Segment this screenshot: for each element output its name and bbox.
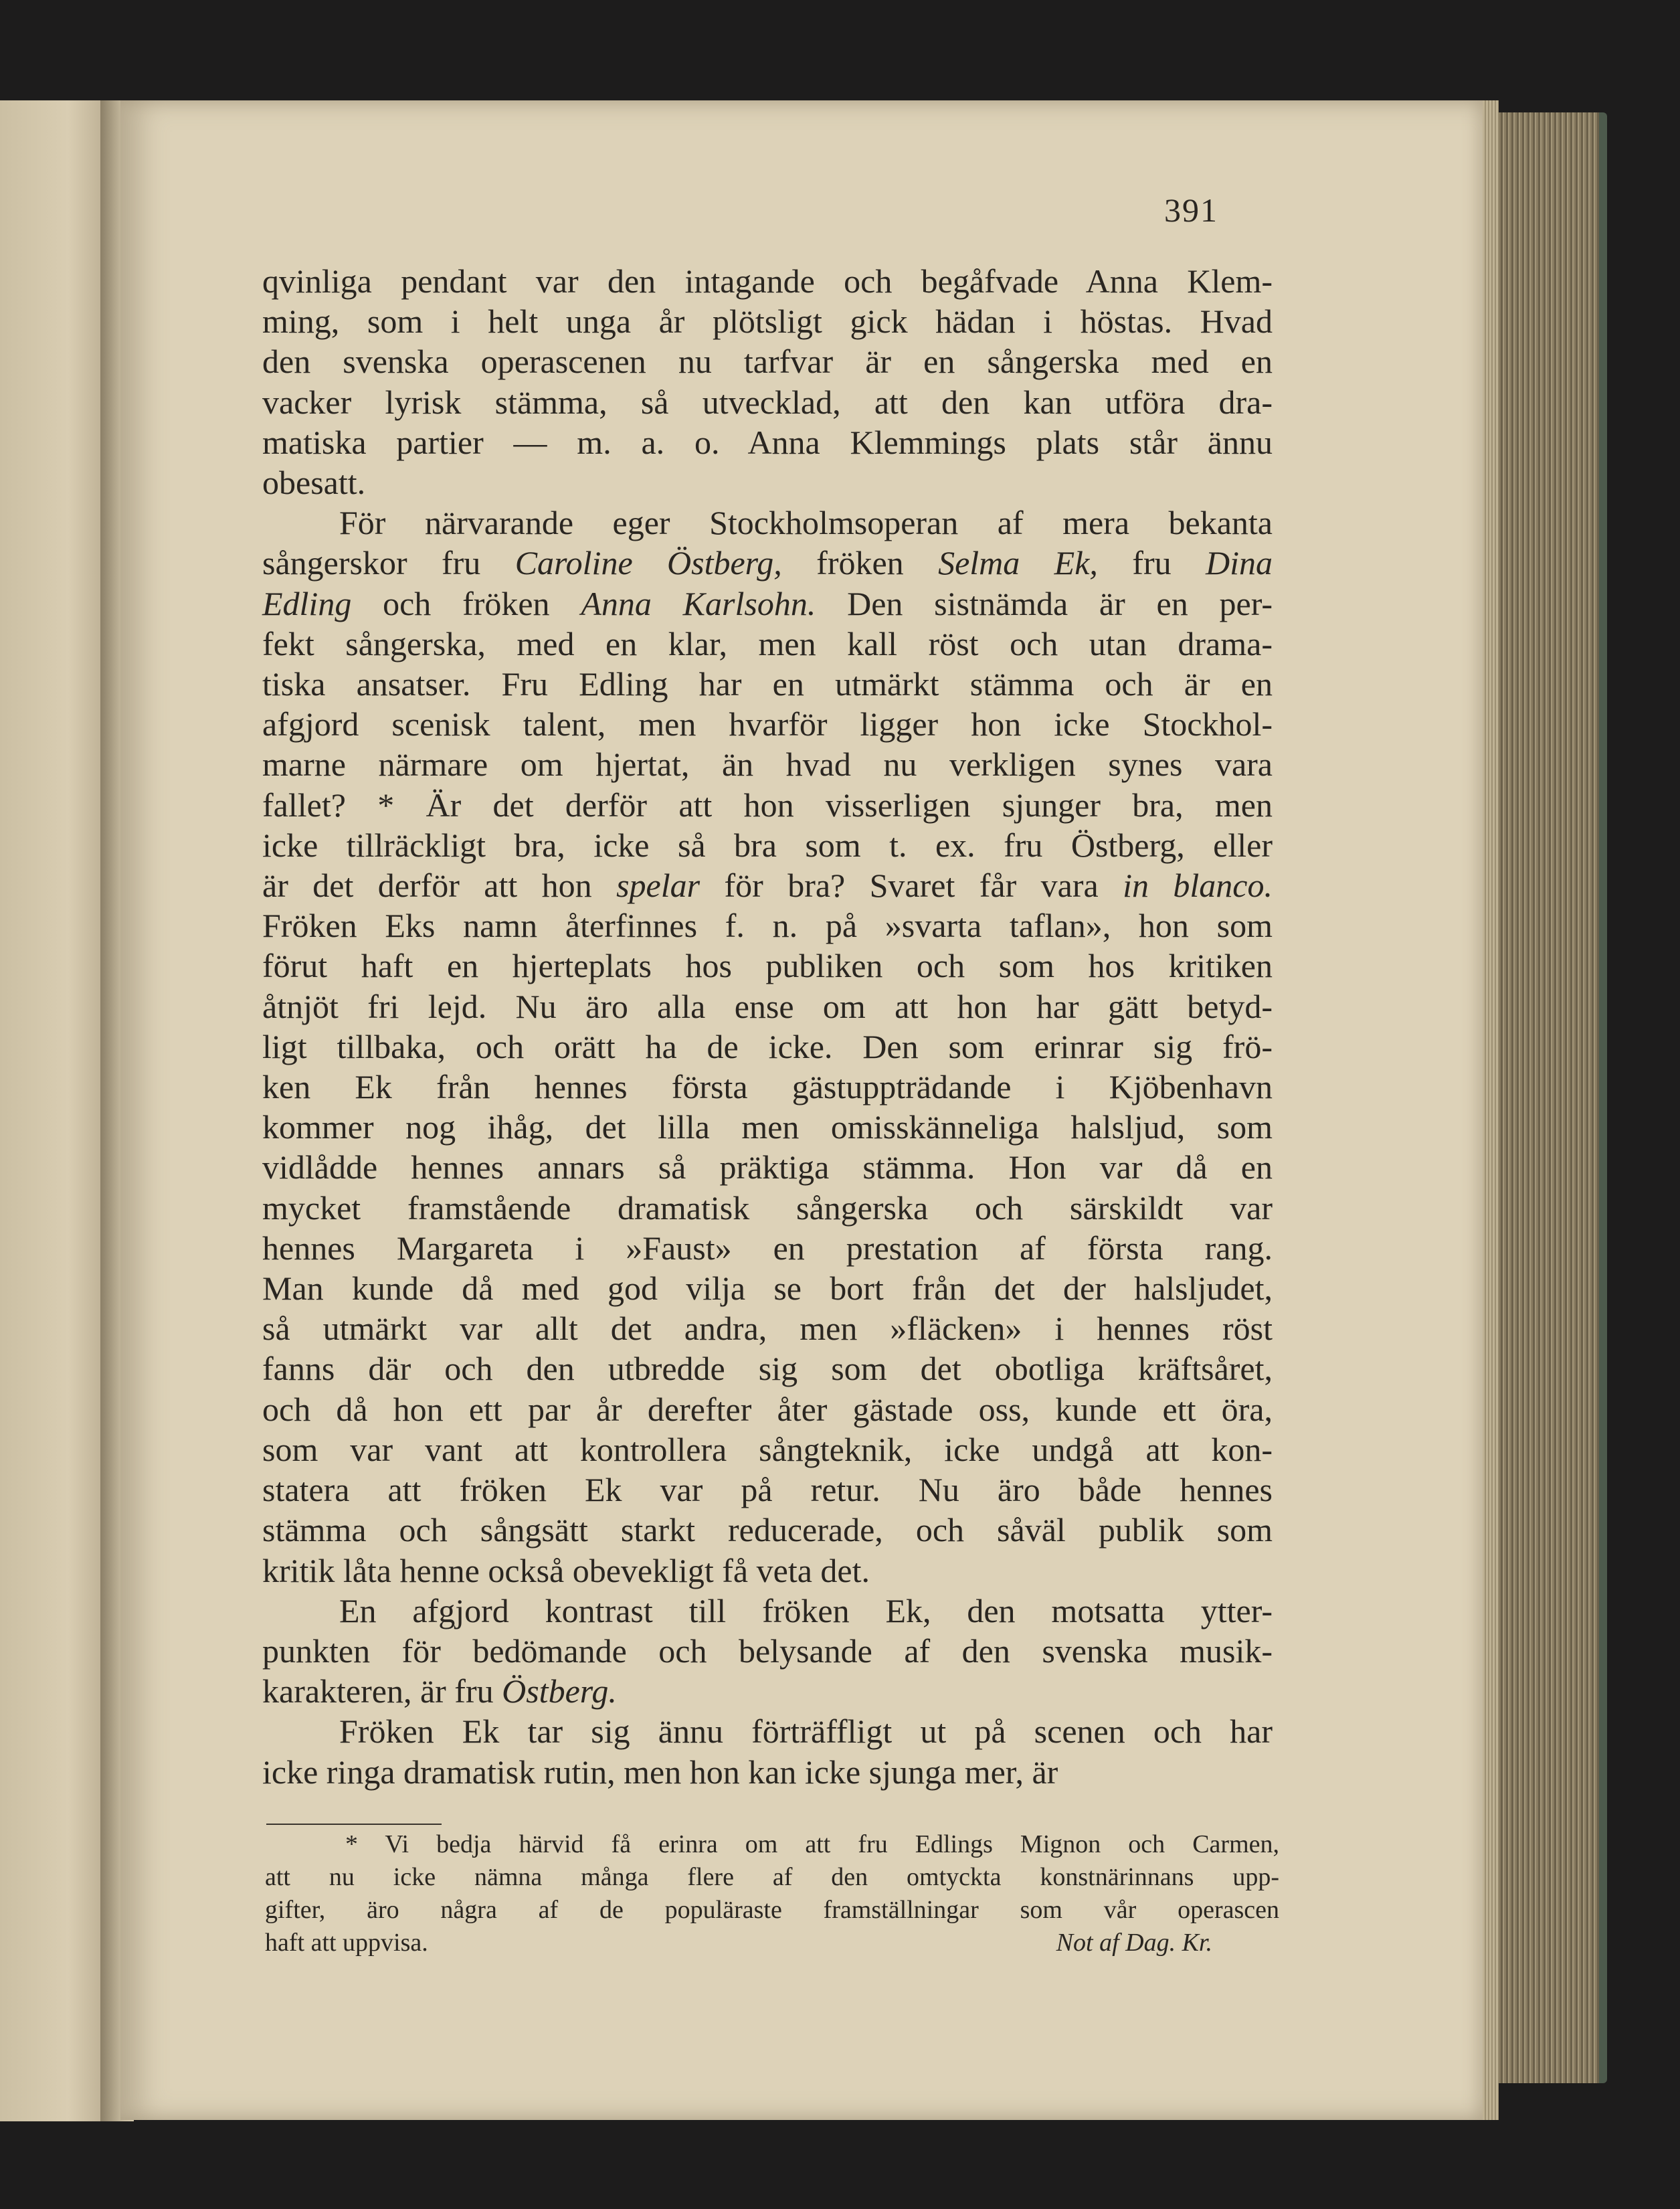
text-line: som var vant att kontrollera sångteknik, icke undgå att kon- — [262, 1430, 1273, 1468]
text-line: kritik låta henne också obevekligt få veta det. — [262, 1551, 870, 1589]
text-line: vacker lyrisk stämma, så utvecklad, att den kan utföra dra- — [262, 383, 1273, 421]
text-line: icke tillräckligt bra, icke så bra som t. ex. fru Östberg, eller — [262, 826, 1273, 864]
footnote-rule — [266, 1824, 442, 1825]
italic-name: Dina — [1206, 544, 1273, 582]
text-line: matiska partier — m. a. o. Anna Klemmings plats står ännu — [262, 423, 1273, 461]
book-block-edge — [1499, 112, 1607, 2083]
footnote-line: gifter, äro några af de populäraste framställningar som vår operascen — [265, 1896, 1279, 1924]
text-line: hennes Margareta i »Faust» en prestation af första rang. — [262, 1229, 1273, 1267]
text-line: och då hon ett par år derefter åter gästade oss, kunde ett öra, — [262, 1390, 1273, 1428]
text-line: afgjord scenisk talent, men hvarför ligger hon icke Stockhol- — [262, 705, 1273, 743]
text-line: är det derför att hon spelar för bra? Svaret får vara in blanco. — [262, 867, 1273, 905]
page-number: 391 — [1164, 191, 1218, 229]
footnote-signature: Not af Dag. Kr. — [1056, 1929, 1212, 1957]
text-line: den svenska operascenen nu tarfvar är en sångerska med en — [262, 343, 1273, 381]
italic-name: Selma Ek, — [938, 544, 1098, 582]
italic-name: in blanco. — [1123, 867, 1273, 905]
text-line: förut haft en hjerteplats hos publiken och som hos kritiken — [262, 947, 1273, 985]
footnote — [265, 1828, 1279, 1959]
text-line: icke ringa dramatisk rutin, men hon kan icke sjunga mer, är — [262, 1753, 1058, 1791]
text-line: Edling och fröken Anna Karlsohn. Den sistnämda är en per- — [262, 584, 1273, 622]
italic-name: Anna Karlsohn. — [581, 584, 816, 622]
footnote-line: * Vi bedja härvid få erinra om att fru Edlings Mignon och Carmen, — [345, 1830, 1279, 1858]
text-line: qvinliga pendant var den intagande och begåfvade Anna Klem- — [262, 262, 1273, 300]
page-edge — [1483, 100, 1499, 2120]
text-line: så utmärkt var allt det andra, men »fläcken» i hennes röst — [262, 1310, 1273, 1348]
text-line: Fröken Eks namn återfinnes f. n. på »svarta taflan», hon som — [262, 907, 1273, 945]
text-line: åtnjöt fri lejd. Nu äro alla ense om att hon har gätt betyd- — [262, 987, 1273, 1025]
text-line: ken Ek från hennes första gästuppträdande i Kjöbenhavn — [262, 1068, 1273, 1106]
text-line: punkten för bedömande och belysande af den svenska musik- — [262, 1631, 1273, 1670]
italic-name: Caroline Östberg, — [515, 544, 782, 582]
footnote-line: att nu icke nämna många flere af den omtyckta konstnärinnans upp- — [265, 1863, 1279, 1891]
text-line: fekt sångerska, med en klar, men kall röst och utan drama- — [262, 624, 1273, 662]
italic-name: Edling — [262, 584, 352, 622]
footnote-line: haft att uppvisa. — [265, 1929, 428, 1957]
text-line: karakteren, är fru Östberg. — [262, 1672, 617, 1710]
text-line: ming, som i helt unga år plötsligt gick hädan i höstas. Hvad — [262, 302, 1273, 341]
text-line: fanns där och den utbredde sig som det obotliga kräftsåret, — [262, 1350, 1273, 1388]
text-line: För närvarande eger Stockholmsoperan af mera bekanta — [339, 504, 1273, 542]
left-page-edge — [0, 100, 114, 2121]
text-line: stämma och sångsätt starkt reducerade, och såväl publik som — [262, 1511, 1273, 1549]
italic-name: Östberg. — [502, 1672, 617, 1710]
text-line: marne närmare om hjertat, än hvad nu verkligen synes vara — [262, 745, 1273, 784]
text-line: Man kunde då med god vilja se bort från det der halsljudet, — [262, 1269, 1273, 1308]
italic-name: spelar — [616, 867, 701, 905]
body-text — [262, 261, 1273, 1792]
text-line: mycket framstående dramatisk sångerska och särskildt var — [262, 1188, 1273, 1227]
text-line: kommer nog ihåg, det lilla men omisskänneliga halsljud, som — [262, 1108, 1273, 1146]
text-line: tiska ansatser. Fru Edling har en utmärkt stämma och är en — [262, 665, 1273, 703]
text-line: En afgjord kontrast till fröken Ek, den motsatta ytter- — [339, 1591, 1273, 1629]
text-line: statera att fröken Ek var på retur. Nu äro både hennes — [262, 1471, 1273, 1509]
text-line: Fröken Ek tar sig ännu förträffligt ut på scenen och har — [339, 1712, 1273, 1751]
text-line: sångerskor fru Caroline Östberg, fröken Selma Ek, fru Dina — [262, 544, 1273, 582]
text-line: obesatt. — [262, 464, 366, 502]
footnote-last-row — [265, 1927, 1279, 1959]
text-line: ligt tillbaka, och orätt ha de icke. Den som erinrar sig frö- — [262, 1027, 1273, 1065]
text-line: vidlådde hennes annars så präktiga stämma. Hon var då en — [262, 1148, 1273, 1186]
text-line: fallet? * Är det derför att hon visserligen sjunger bra, men — [262, 786, 1273, 824]
